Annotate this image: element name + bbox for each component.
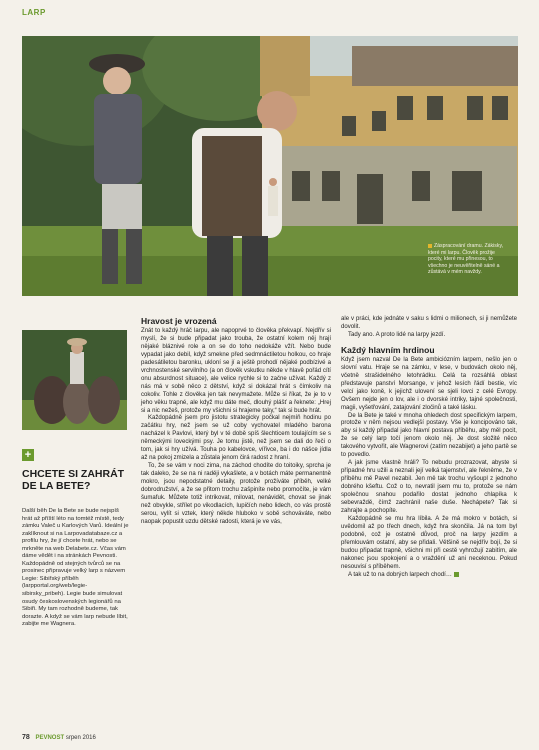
column-2-paragraph: Tady ano. A proto lidé na larpy jezdí. [348,331,446,338]
column-1-paragraph: Každopádně jsem pro jistotu strategicky počkal nejmíň hodinu po začátku hry, než jsem se už coby vychovatel mladého barona nacházel k Pavlovi, který byl v té době spíš šlechticem toulajícím se s německými loveckými psy. Je tomu jistě, než jsem se dali do řeči o tom, jak si hry užívá. Touha po kabelovce, vířivce, ba i do nášce jídla až na pokoj zmizela a zůstala jenom čirá radost z hraní. [141,415,331,462]
column-2-paragraph [341,572,517,580]
column-1 [141,316,331,527]
column-2 [341,316,517,580]
page-footer [22,734,96,741]
closing-line: A tak už to na dobrých larpech chodí… [348,571,452,578]
caption-marker [428,244,432,248]
column-2-paragraph: De la Bete je také v mnoha ohledech dost specifickým larpem, protože v něm nejsou vedlejší postavy. Vše je koncipováno tak, aby si každý připadal jako hlavní postava příběhu, aby měl pocit, že se celý larp točí jenom okolo něj. Je dost složité něco takového vytvořit, ale Wagnerovi (zatím nezabijet) a jeho partě se to povedlo. [341,412,517,459]
column-1-paragraph: To, že se vám v noci zima, na záchod chodíte do toitoiky, sprcha je tak daleko, že se na ni raději vykašlete, a v botách máte permanentně mokro, jsou nepodstatné detaily, protože prožíváte příběh, velké dobrodružství, a že se přitom trochu zašpiníte nebo promočíte, je vám šumafuk. Můžete totiž intrikovat, milovat, nenávidět, chovat se jinak než obvykle, střílet po vikodlacích, lupičích nebo lidech, co vás prostě serou, vylít si vztek, který někde hluboko v sobě schováváte, nebo naopak popustit uzdu dětské radosti, která je ve vás, [141,463,331,525]
photo-caption [428,243,510,276]
issue-date: srpen 2016 [65,735,96,741]
column-1-heading: Hravost je vrozená [141,316,217,326]
section-tag: LARP [22,8,46,17]
sidebar-photo [22,330,127,430]
sidebar-text: Další běh De la Bete se bude nejspíš hrát až příští léto na tomtéž místě, tedy zámku Valeč u Karlových Varů. Ideální je zaklíknout si na Larpovadatabaze.cz a profilu hry, že jí chcete hrát, nebo se mrkněte na web Delabete.cz. Včas vám dáme vědět i na stránkách Pevnosti. Každopádně od stejných tvůrců se na prosinec připravuje velký larp s názvem Legie: Sibiřský příběh (larpportal.org/web/legie-sibirsky_pribeh). Legie bude simulovat osudy československých legionářů na Sibiři. My tam rozhodně budeme, tak dorazte. A když se vám larp nebude líbit, zabijte me Wagnera. [22,508,129,628]
plus-icon: + [22,449,34,461]
column-2-paragraph: ale v práci, kde jednáte v saku s lidmi o milionech, si ji nemůžete dovolit. [341,316,517,330]
end-mark-icon [454,572,459,577]
page-number: 78 [22,734,30,741]
sidebar-heading: CHCETE SI ZAHRÁT DE LA BETE? [22,468,125,492]
column-2-paragraph: Když jsem nazval De la Bete ambiciózním larpem, nešlo jen o slovní vatu. Hraje se na zámku, v lese, v budovách okolo něj, včetně strašidelného letohrádku. Celá ta rozsáhlá oblast představuje panství Morsange, v jehož lesích řádí bestie, víc velcí jako koně, k jejichž ulovení se sjeli lovci z celé Evropy. Ovšem nejde jen o lov, ale i o dvorské intriky, tajné společnosti, magii, vyšetřování, zatajování zločinů a také lásku. [341,356,517,411]
column-1-paragraph: Znát to každý hráč larpu, ale napoprvé to člověka překvapí. Nejdřív si myslí, že si bude připadat jako trouba, že ostatní kolem něj hrají nějaké bláznivé role a on se do toho nedokáže vžít. Nebo bude vypadat jako debil, když smekne před sedmnáctiletou holkou, co hraje padesátiletou baronku, ukloní se jí a ještě prohodí nějaké podbízivé a vrchnostenské servilního (a on člověk vskutku někde v hlavě pořád cítí onu absurdnost situace), ale velice rychle si to začne užívat. Každý z nás má v sobě něco z dětství, když si dokázal hrát s čímkoliv na cokoliv. Tohle z člověka jen tak nevymažete. Může si říkat, že je to v jeho věku trapné, ale když mu dáte meč, dlouhý plášť a řeknete: „Hrej si a nic nežeš, protože my všichni si hrajeme taky,“ tak si bude hrát. [141,328,331,414]
photo-caption-text: Záspracování dramu. Zákisky, které mi larpu. Člověk prožije pocity, které mu přinesou, to všechno je neuvěřitelně sáné a zůstává v mém navždy. [428,243,504,276]
column-2-paragraph: A jak jsme vlastně hráli? To nebudu prozrazovat, abyste si případné hru užili a neznali její velká tajemství, ale řekněme, že v příběhu mě Pavel nezabil. Jen mě tak trochu vyšoupl z jednoho dobrého kšeftu. Což o to, nevratil jsem mu to, protože se nám společnou snahou podařilo dostat jednoho chlapíka k sebevraždě, čímž zachránil naše duše. Nechápete? Tak si zahrajte a pochopíte. [341,460,517,514]
column-2-heading: Každý hlavním hrdinou [341,344,435,355]
column-2-paragraph: Každopádně se mu hra líbila. A že má mokro v botách, si uvědomil až po třech dnech, když hra skončila. Já na tom byl podobně, což je ostatně důvod, proč na larpy jezdím a přemlouvám ostatní, aby se přidali. Většině se nejdřív bojí, že si budou připadat trapně, všichni mi při cestě vyhrožují zabitím, ale nakonec jsou spokojení a o vraždění už ani neceknou. Pokud nesouvisí s příběhem. [341,515,517,570]
magazine-name: PEVNOST [35,735,65,741]
